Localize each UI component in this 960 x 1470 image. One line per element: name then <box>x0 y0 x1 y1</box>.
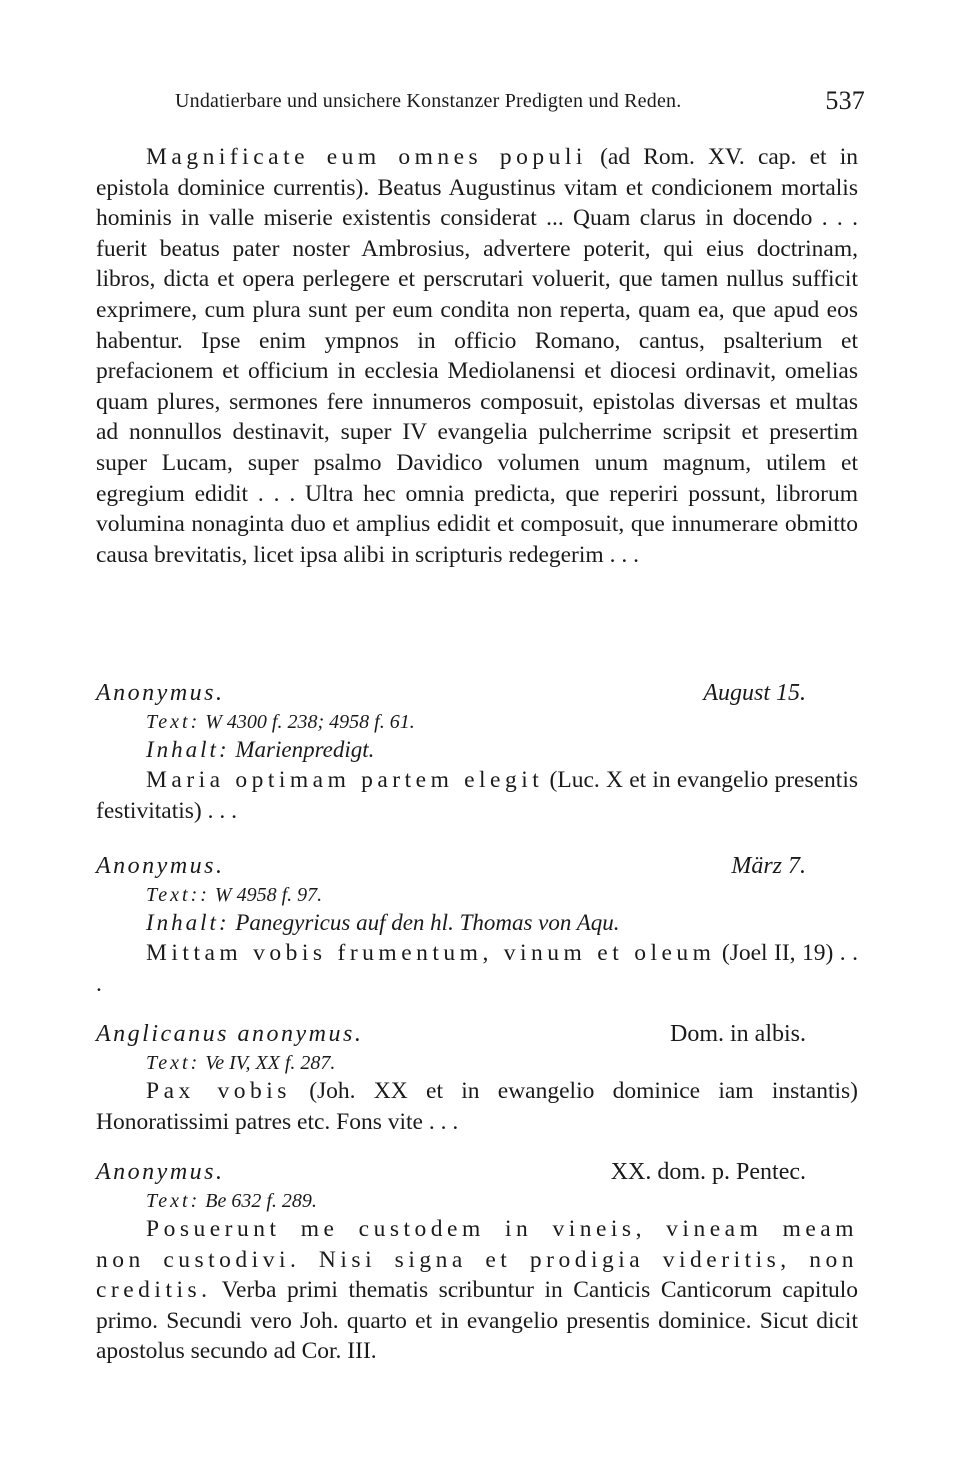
entry-text-ref <box>96 1050 858 1076</box>
entry-body-text: (Joel II, 19) . . . <box>96 940 858 997</box>
inhalt-label: Inhalt: <box>146 737 230 762</box>
entry-inhalt <box>96 908 858 938</box>
entry-author: Anglicanus anonymus. <box>96 1021 364 1047</box>
entry-body <box>96 1076 858 1137</box>
inhalt-text: Panegyricus auf den hl. Thomas von Aqu. <box>235 910 620 935</box>
entry-body-text: Verba primi thematis scribuntur in Canticis Canticorum capitulo primo. Secundi vero Joh. quarto et in evangelio presentis dominice. Sicut dicit apostolus secundo ad Cor. III. <box>96 1277 858 1365</box>
running-title: Undatierbare und unsichere Konstanzer Predigten und Reden. <box>175 90 682 112</box>
entry-2 <box>96 850 858 1000</box>
entry-date: Dom. in albis. <box>670 1021 806 1047</box>
inhalt-label: Inhalt: <box>146 910 230 935</box>
running-header <box>175 86 865 115</box>
text-label: Text: <box>146 711 201 733</box>
entry-4 <box>96 1156 858 1367</box>
entry-body-text: (Joh. XX et in ewangelio dominice iam instantis) Honoratissimi patres etc. Fons vite . . . <box>96 1078 858 1135</box>
entry-body <box>96 938 858 999</box>
entry-text-ref <box>96 882 858 908</box>
entry-1 <box>96 677 858 832</box>
entry-incipit: Mittam vobis frumentum, vinum et oleum <box>146 940 716 966</box>
entry-heading <box>96 1156 858 1188</box>
entry-text-ref <box>96 1188 858 1214</box>
inhalt-text: Marienpredigt. <box>235 737 375 762</box>
text-label: Text: <box>146 1190 201 1212</box>
page-body <box>96 142 858 1367</box>
page-number: 537 <box>825 86 865 115</box>
entry-author: Anonymus. <box>96 853 225 879</box>
entry-heading <box>96 850 858 882</box>
entry-inhalt <box>96 735 858 765</box>
intro-text: (ad Rom. XV. cap. et in epistola dominice currentis). Beatus Augustinus vitam et condicionem mortalis hominis in valle miserie existentis considerat ... Quam clarus in docendo . . . fuerit beatus pater noster Ambrosius, advertere poterit, qui eius doctrinam, libros, dicta et opera perlegere et perscrutari voluerit, que tamen nullus sufficit exprimere, cum plura sunt per eum condita non reperta, quam ea, que apud eos habentur. Ipse enim ympnos in officio Romano, cantus, psalterium et prefacionem et officium in ecclesia Mediolanensi et diocesi ordinavit, omelias quam plures, sermones fere innumeros composuit, epistolas diversas et multas ad nonnullos destinavit, super IV evangelia pulcherrime scripsit et presertim super Lucam, super psalmo Davidico volumen unum magnum, utilem et egregium edidit . . . Ultra hec omnia predicta, que reperiri possunt, librorum volumina nonaginta duo et amplius edidit et composuit, que innumerare obmitto causa brevitatis, licet ipsa alibi in scripturis redegerim . . . <box>96 144 858 568</box>
entry-text-ref <box>96 709 858 735</box>
entry-3 <box>96 1018 858 1138</box>
text-label: Text:: <box>146 884 210 906</box>
entry-body <box>96 765 858 826</box>
entry-date: August 15. <box>703 680 806 706</box>
entry-date: XX. dom. p. Pentec. <box>610 1159 806 1185</box>
intro-incipit: Magnificate eum omnes populi <box>146 144 587 170</box>
intro-paragraph <box>96 142 858 662</box>
entry-body <box>96 1214 858 1367</box>
entry-heading <box>96 677 858 709</box>
text-ref: W 4300 f. 238; 4958 f. 61. <box>205 711 415 733</box>
entry-incipit: Maria optimam partem elegit <box>146 767 544 793</box>
text-label: Text: <box>146 1052 201 1074</box>
entry-incipit: Posuerunt me custodem in vineis, vineam meam non custodivi. Nisi signa et prodigia videritis, non creditis. <box>96 1216 858 1304</box>
entry-author: Anonymus. <box>96 680 225 706</box>
entry-author: Anonymus. <box>96 1159 225 1185</box>
text-ref: Ve IV, XX f. 287. <box>205 1052 336 1074</box>
entry-body-text: (Luc. X et in evangelio presentis festivitatis) . . . <box>96 767 858 824</box>
entry-date: März 7. <box>731 853 806 879</box>
entry-incipit: Pax vobis <box>146 1078 291 1104</box>
text-ref: W 4958 f. 97. <box>214 884 323 906</box>
text-ref: Be 632 f. 289. <box>205 1190 317 1212</box>
entry-heading <box>96 1018 858 1050</box>
